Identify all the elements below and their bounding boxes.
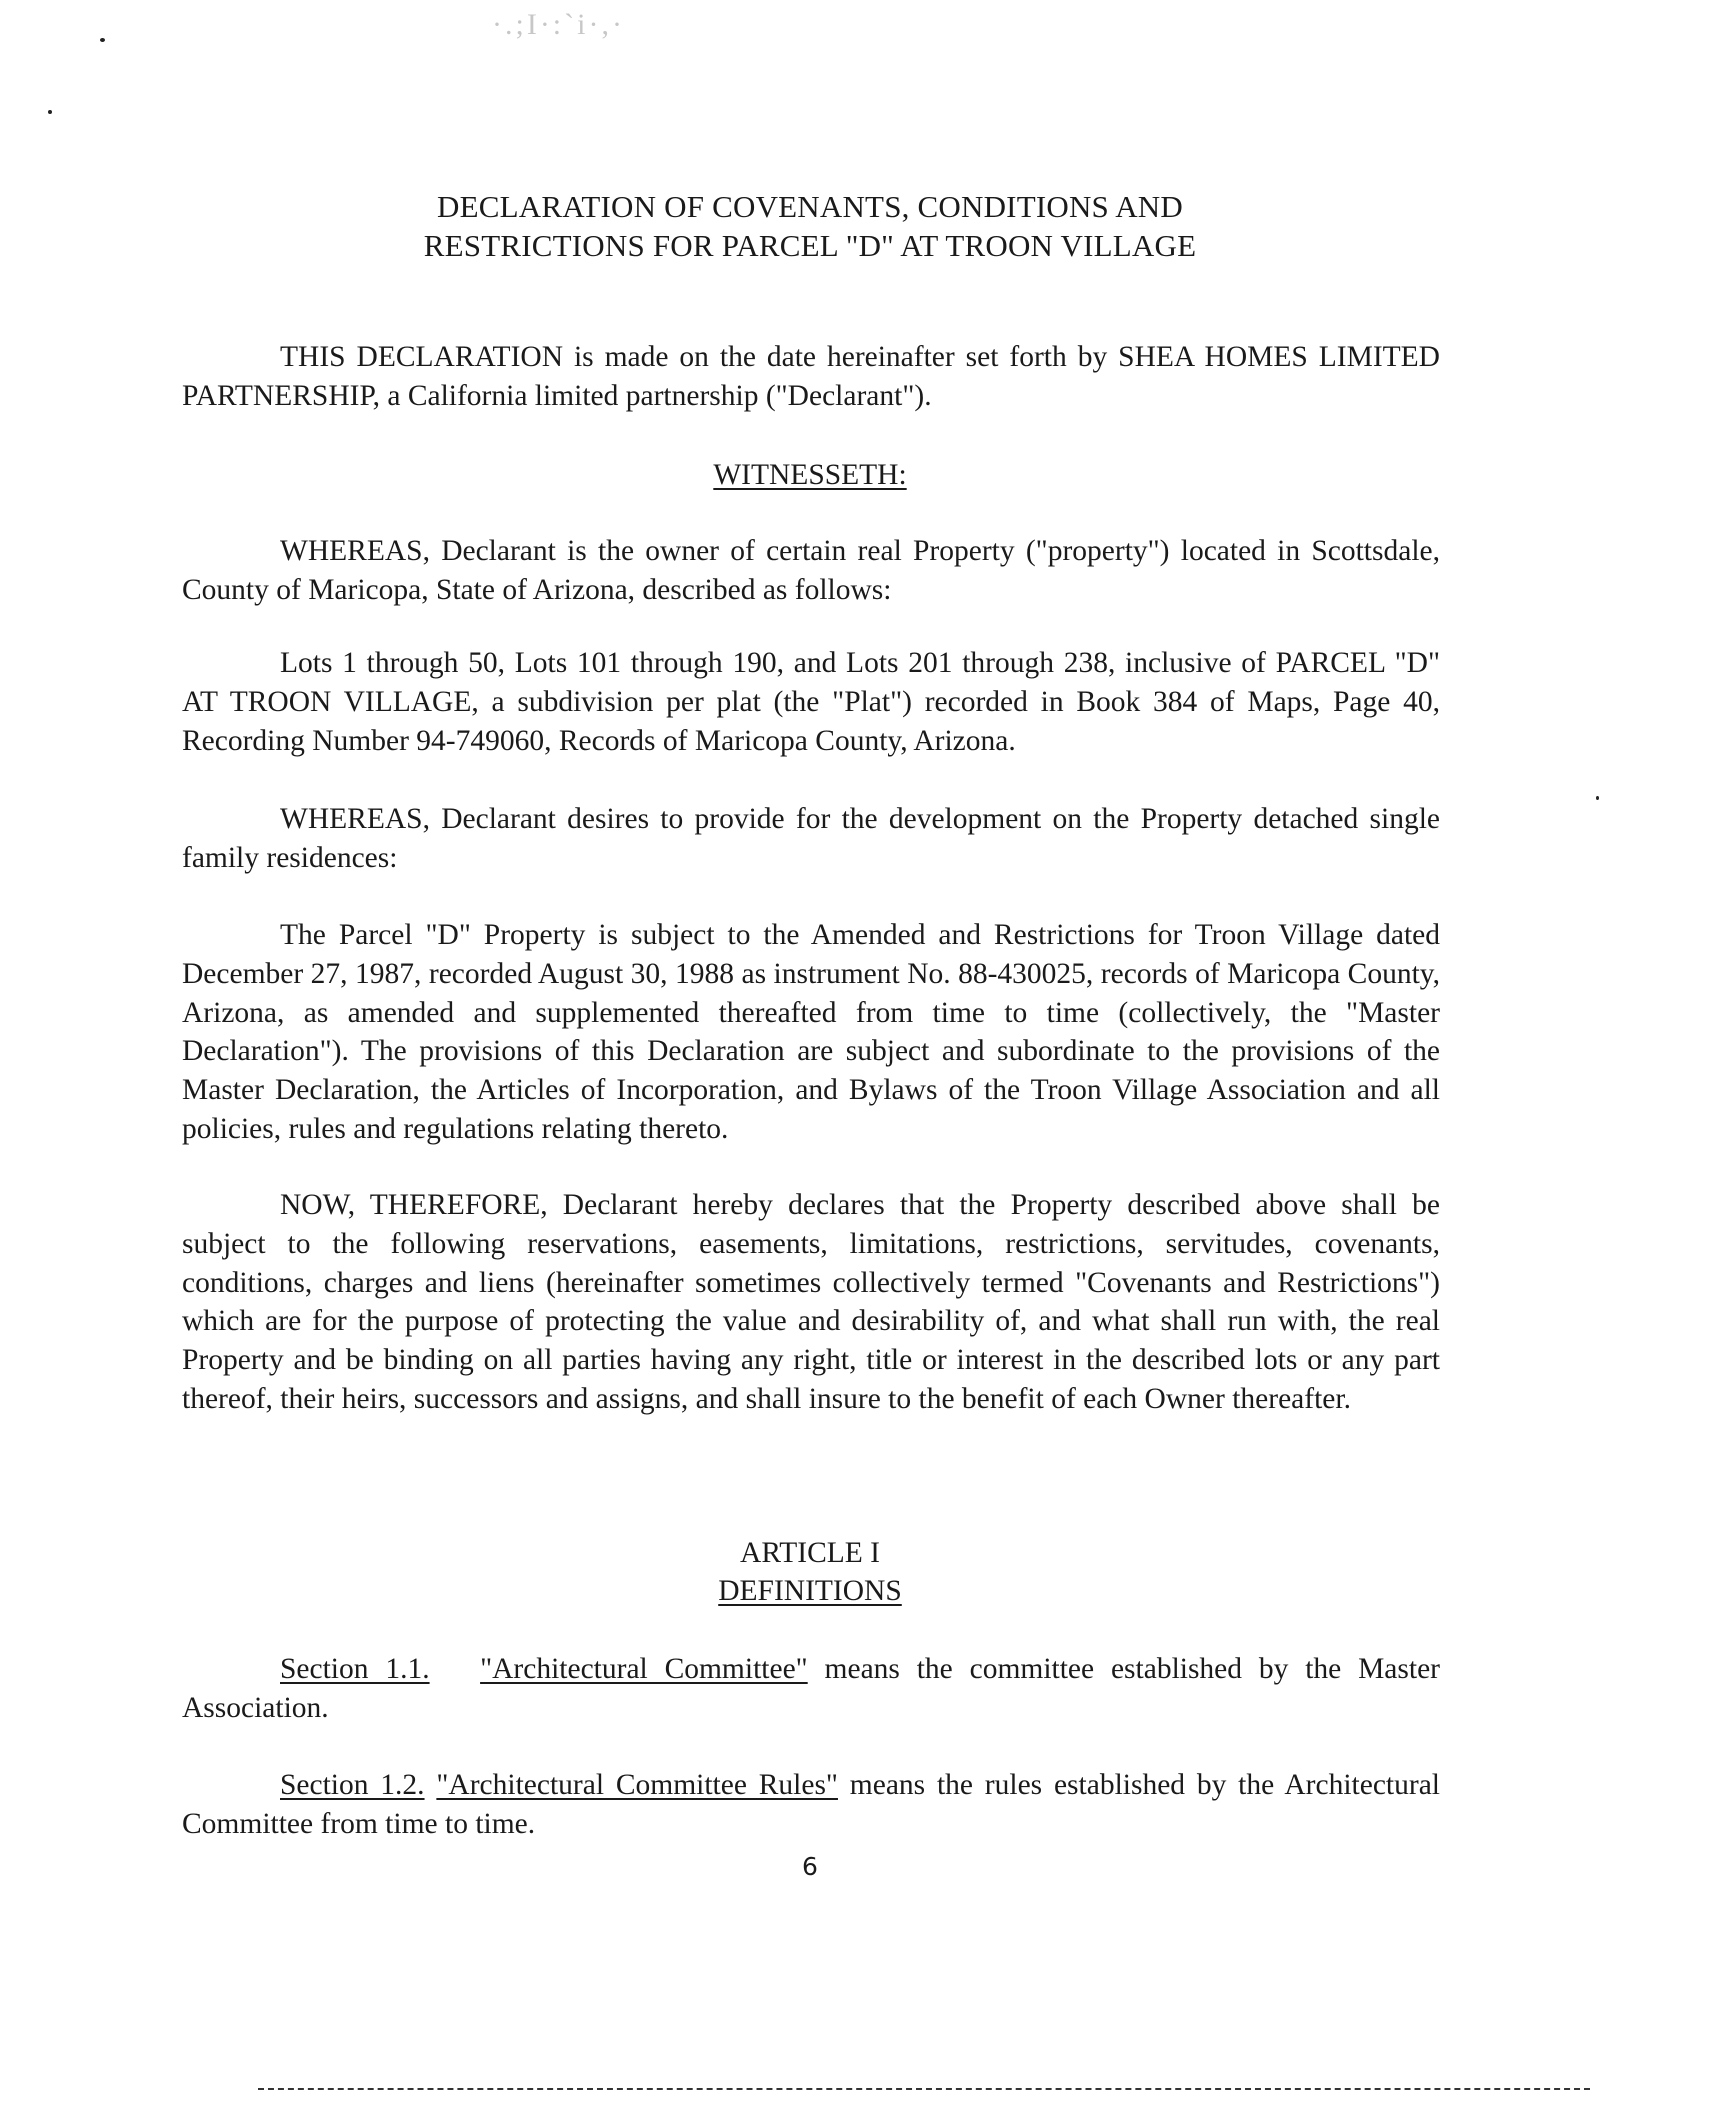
- section-1-2-label: Section 1.2.: [280, 1769, 425, 1801]
- now-therefore-paragraph: NOW, THEREFORE, Declarant hereby declares that the Property described above shall be subject to the following reservations, easements, limitations, restrictions, servitudes, covenants, conditions, charges and liens (hereinafter sometimes collectively termed "Covenants and Restrictions") which are for the purpose of protecting the value and desirability of, and what shall run with, the real Property and be binding on all parties having any right, title or interest in the described lots or any part thereof, their heirs, successors and assigns, and shall insure to the benefit of each Owner thereafter.: [182, 1189, 1440, 1415]
- intro-paragraph: THIS DECLARATION is made on the date hereinafter set forth by SHEA HOMES LIMITED PARTNERSHIP, a California limited partnership ("Declarant").: [182, 341, 1440, 412]
- bottom-scan-rule: [258, 2088, 1590, 2090]
- article-heading: ARTICLE I: [740, 1537, 880, 1569]
- section-1-2-text: means the rules established by the Architectural Committee from time to time.: [182, 1769, 1440, 1840]
- document-title: [0, 187, 1620, 265]
- parcel-subject-paragraph: The Parcel "D" Property is subject to the Amended and Restrictions for Troon Village dated December 27, 1987, recorded August 30, 1988 as instrument No. 88-430025, records of Maricopa County, Arizona, as amended and supplemented thereafted from time to time (collectively, the "Master Declaration"). The provisions of this Declaration are subject and subordinate to the provisions of the Master Declaration, the Articles of Incorporation, and Bylaws of the Troon Village Association and all policies, rules and regulations relating thereto.: [182, 919, 1440, 1145]
- page-number: 6: [802, 1852, 818, 1881]
- whereas-development-paragraph: WHEREAS, Declarant desires to provide for the development on the Property detached single family residences:: [182, 803, 1440, 874]
- witnesseth-heading: WITNESSETH:: [713, 459, 907, 491]
- faint-stamp-mark: ·.;I·:`i·,·: [492, 8, 625, 41]
- scan-speck: [48, 110, 52, 114]
- scan-speck: [1596, 796, 1599, 800]
- lots-description-paragraph: Lots 1 through 50, Lots 101 through 190, and Lots 201 through 238, inclusive of PARCEL "D" AT TROON VILLAGE, a subdivision per plat (the "Plat") recorded in Book 384 of Maps, Page 40, Recording Number 94-749060, Records of Maricopa County, Arizona.: [182, 647, 1440, 757]
- scan-speck: [100, 38, 105, 42]
- section-1-2-term: "Architectural Committee Rules": [436, 1769, 838, 1801]
- section-1-1-label: Section 1.1.: [280, 1653, 430, 1685]
- section-1-1-term: "Architectural Committee": [480, 1653, 808, 1685]
- title-line-2: RESTRICTIONS FOR PARCEL "D" AT TROON VILLAGE: [423, 228, 1197, 263]
- article-title: DEFINITIONS: [718, 1575, 902, 1607]
- title-line-1: DECLARATION OF COVENANTS, CONDITIONS AND: [437, 189, 1183, 224]
- section-1-1-text: means the committee established by the Master Association.: [182, 1653, 1440, 1724]
- whereas-owner-paragraph: WHEREAS, Declarant is the owner of certain real Property ("property") located in Scottsdale, County of Maricopa, State of Arizona, described as follows:: [182, 535, 1440, 606]
- section-1-2: [182, 1766, 1440, 1844]
- section-1-1: [182, 1650, 1440, 1728]
